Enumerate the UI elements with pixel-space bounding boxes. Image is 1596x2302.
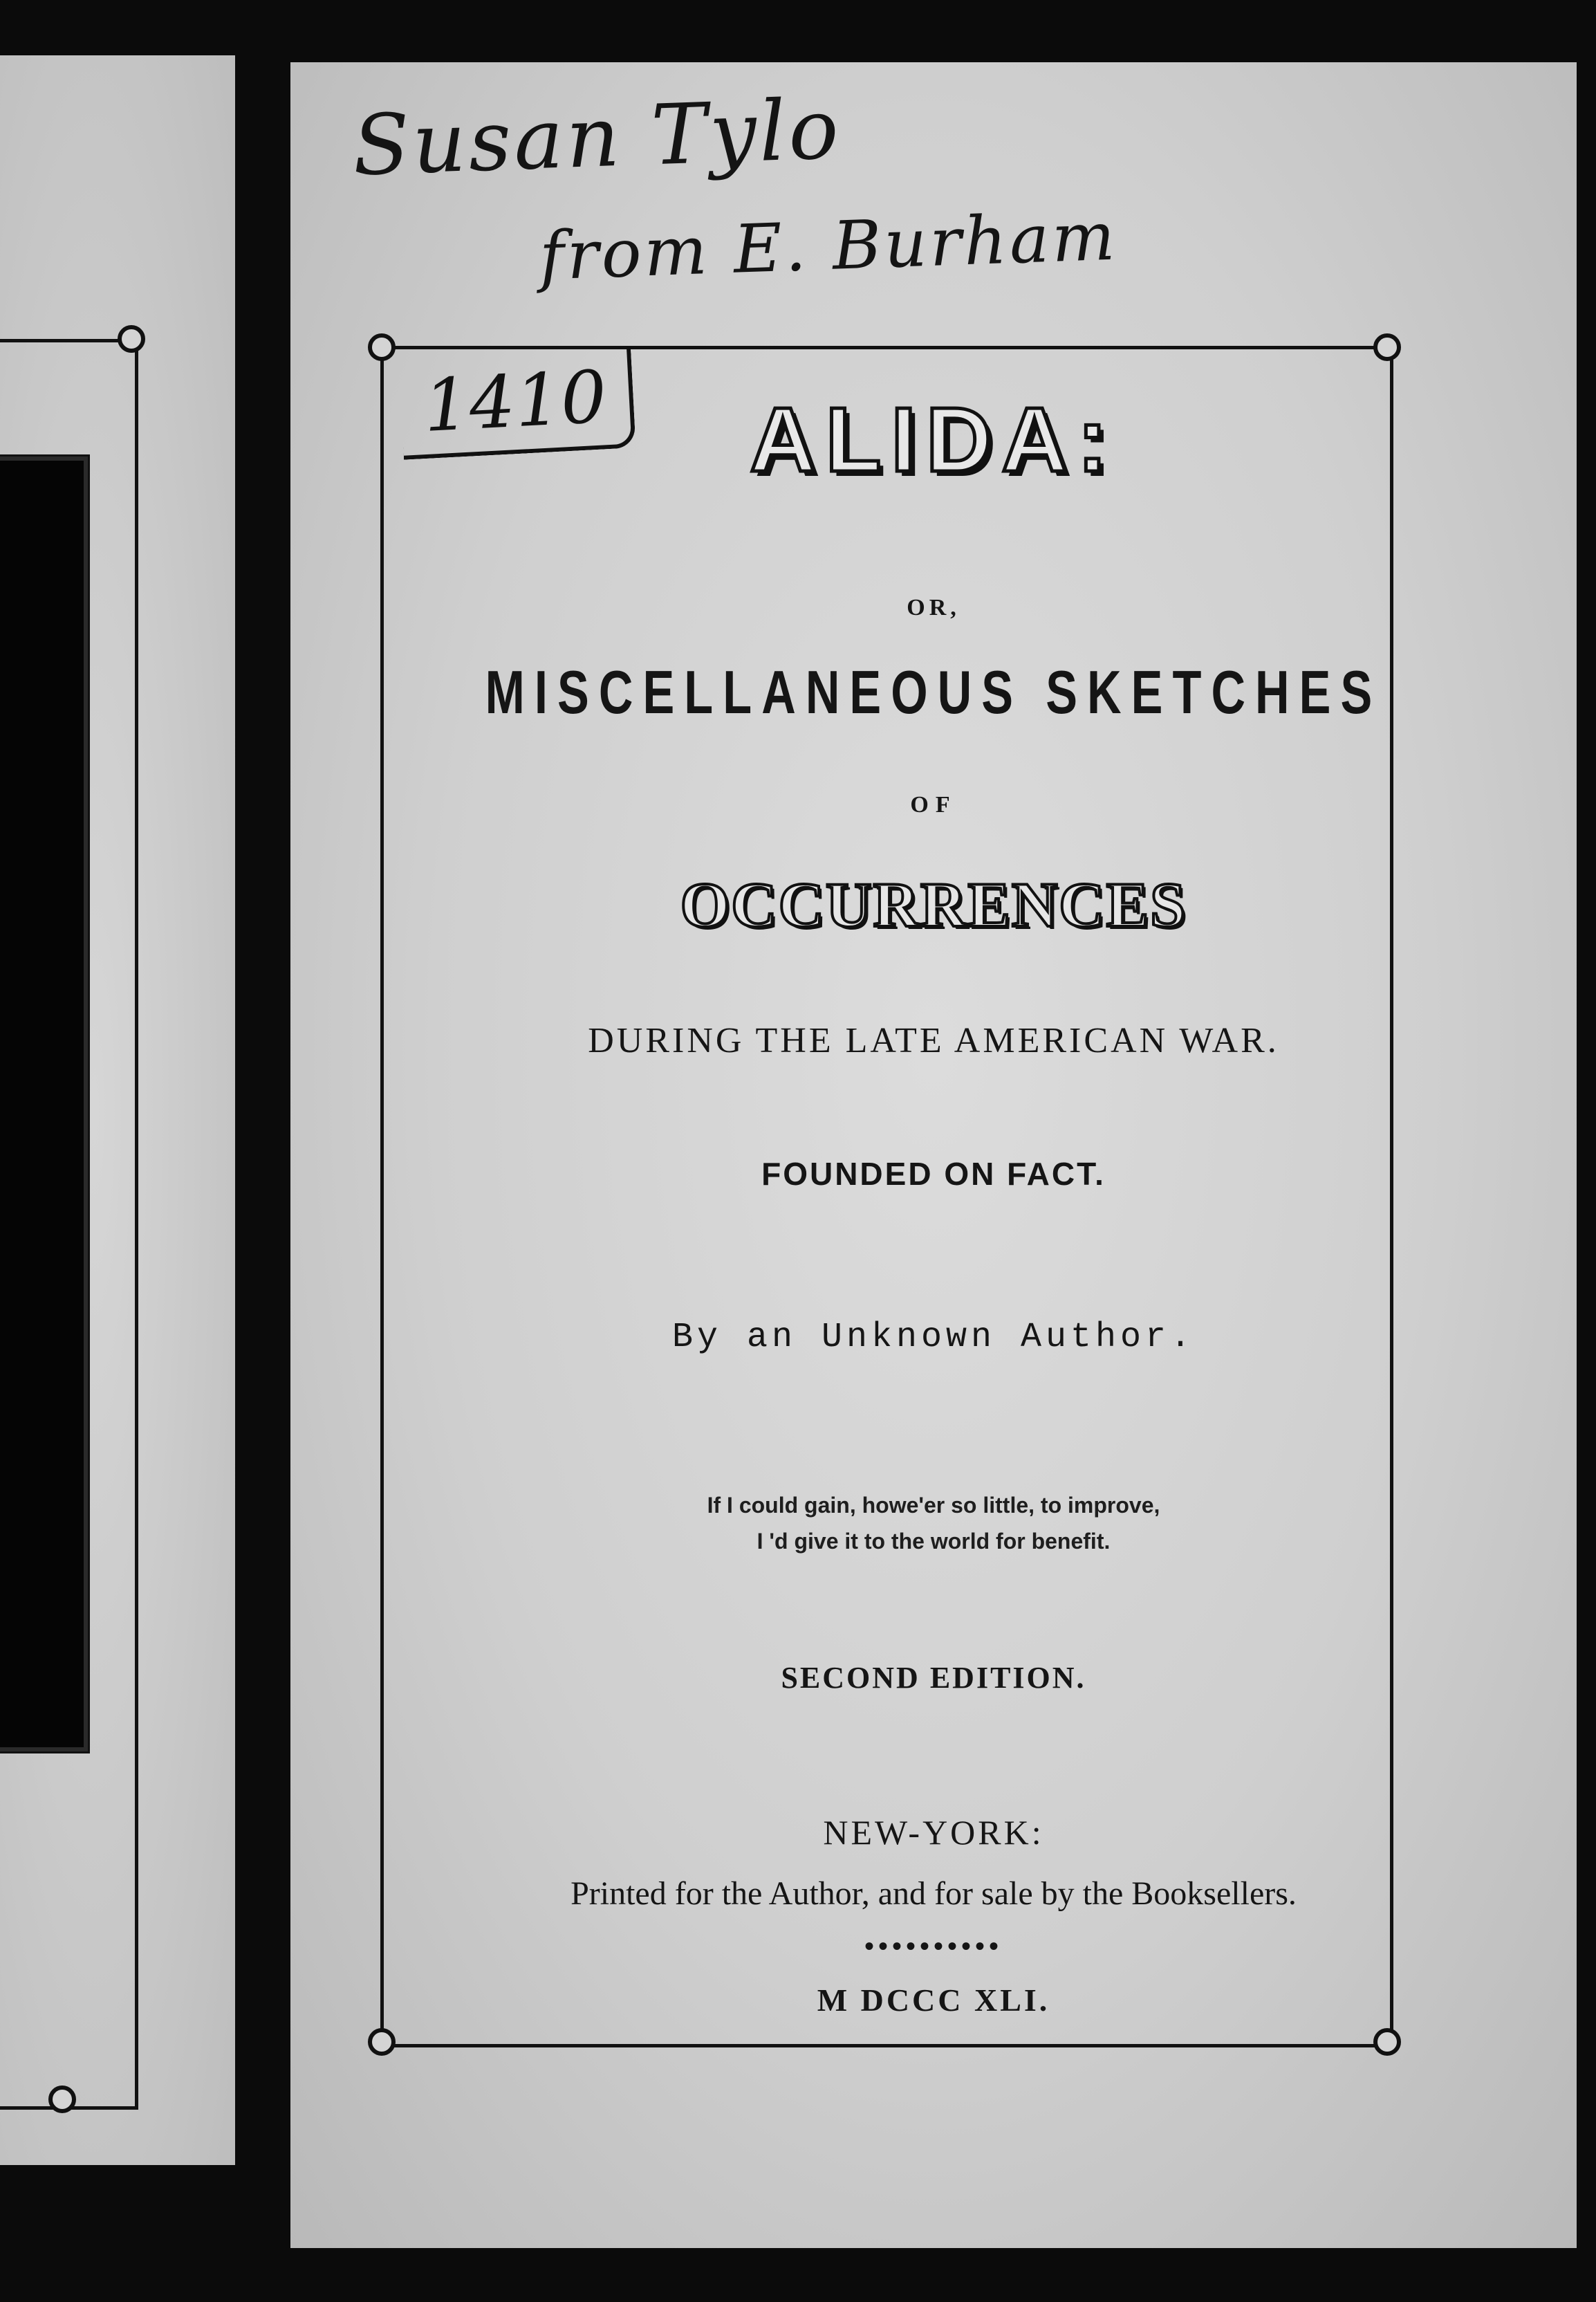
title-connector-or: OR, — [907, 595, 961, 620]
previous-page — [0, 55, 235, 2165]
frame-corner-ornament — [118, 325, 145, 353]
epigraph-line: I 'd give it to the world for benefit. — [757, 1529, 1111, 1554]
imprint-date: M DCCC XLI. — [817, 1982, 1050, 2018]
title-page — [290, 62, 1577, 2248]
book-subtitle: MISCELLANEOUS SKETCHES — [485, 658, 1382, 726]
ornamental-divider: •••••••••• — [864, 1931, 1003, 1962]
handwritten-inscription: from E. Burham — [538, 197, 1119, 295]
epigraph — [290, 1487, 1577, 1559]
imprint-publisher: Printed for the Author, and for sale by the Booksellers. — [570, 1875, 1297, 1912]
imprint-city: NEW-YORK: — [823, 1813, 1044, 1852]
subtitle-during: DURING THE LATE AMERICAN WAR. — [588, 1021, 1279, 1060]
frame-corner-ornament — [368, 2028, 396, 2056]
author-line: By an Unknown Author. — [671, 1318, 1196, 1357]
epigraph-line: If I could gain, howe'er so little, to improve, — [707, 1493, 1160, 1518]
title-connector-of: OF — [910, 792, 957, 818]
frame-corner-ornament — [1373, 2028, 1401, 2056]
subtitle-occurrences: OCCURRENCES — [680, 869, 1187, 940]
book-title: ALIDA: — [750, 389, 1117, 490]
shelf-mark: 1410 — [398, 347, 635, 459]
edition: SECOND EDITION. — [781, 1661, 1086, 1695]
founded-on-fact: FOUNDED ON FACT. — [761, 1156, 1106, 1192]
handwritten-owner-name: Susan Tylo — [351, 81, 843, 195]
frontispiece-plate — [0, 457, 88, 1751]
frame-corner-ornament — [48, 2085, 76, 2113]
frame-corner-ornament — [1373, 333, 1401, 361]
frame-corner-ornament — [368, 333, 396, 361]
